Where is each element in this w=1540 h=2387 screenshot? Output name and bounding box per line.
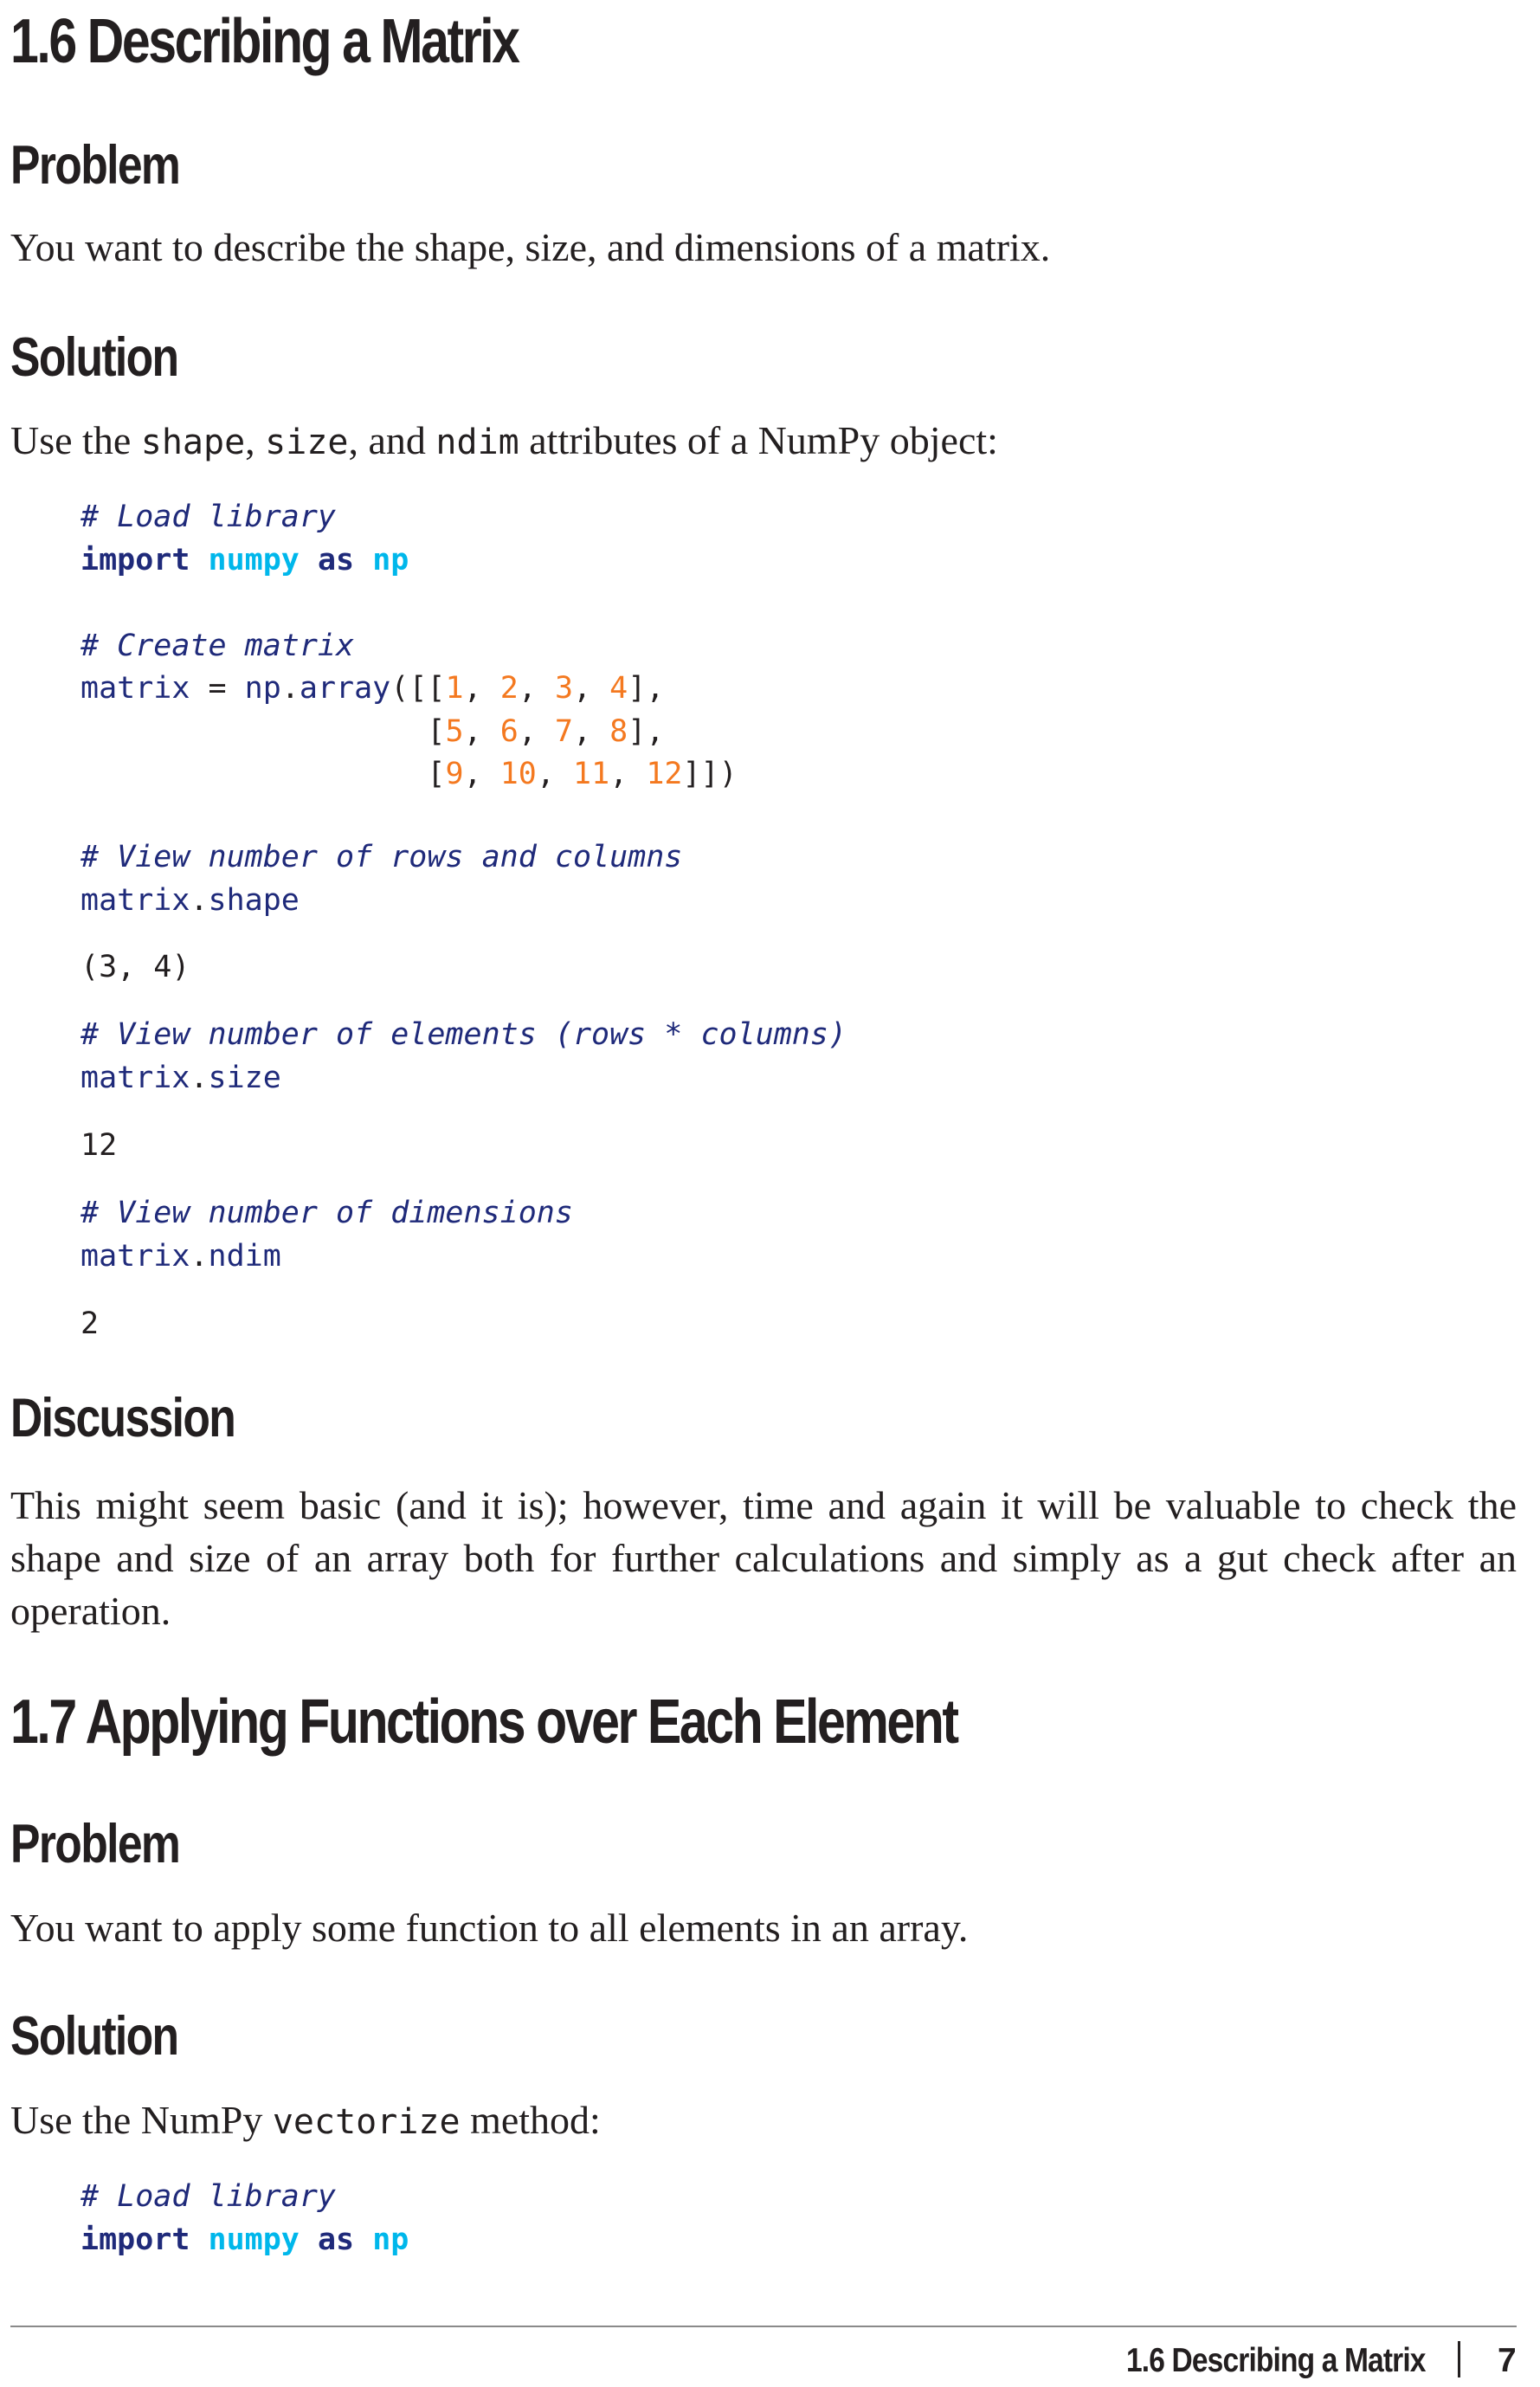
inline-code-ndim: ndim [435,423,519,462]
solution-intro-1-7: Use the NumPy vectorize method: [10,2098,601,2142]
section-title-1-7: 1.7 Applying Functions over Each Element [10,1687,957,1757]
discussion-text: This might seem basic (and it is); however, time and again it will be valuable to check the shape and size of an array both for further calculations and simply as a gut check after an operation. [10,1483,1517,1633]
code-output-ndim: 2 [81,1306,100,1341]
code-block-size: # View number of elements (rows * columns) matrix.size [81,1017,847,1095]
code-block-create-matrix: # Load library import numpy as np # Create matrix matrix = np.array([[1, 2, 3, 4], [5, 6, 7, 8], [9, 10, 11, 12]]) [81,500,738,791]
problem-heading: Problem [10,135,180,196]
code-output-size: 12 [81,1128,118,1163]
solution-intro: Use the shape, size, and ndim attributes of a NumPy object: [10,418,998,462]
problem-text-1-7: You want to apply some function to all elements in an array. [10,1906,969,1950]
code-output-shape: (3, 4) [81,950,190,984]
problem-heading-1-7: Problem [10,1814,180,1874]
footer-running-title: 1.6 Describing a Matrix [1126,2342,1426,2379]
inline-code-size: size [265,423,349,462]
footer-divider [10,2326,1517,2327]
solution-heading: Solution [10,327,178,388]
code-block-shape: # View number of rows and columns matrix.shape [81,840,683,918]
solution-heading-1-7: Solution [10,2006,178,2067]
inline-code-vectorize: vectorize [272,2102,461,2142]
discussion-heading: Discussion [10,1388,235,1448]
problem-text: You want to describe the shape, size, and dimensions of a matrix. [10,225,1051,269]
code-block-ndim: # View number of dimensions matrix.ndim [81,1196,573,1274]
inline-code-shape: shape [140,423,246,462]
footer-separator [1458,2341,1460,2377]
code-block-load-numpy-1-7: # Load library import numpy as np [81,2179,409,2257]
page-number: 7 [1498,2342,1517,2379]
section-title-1-6: 1.6 Describing a Matrix [10,7,519,76]
